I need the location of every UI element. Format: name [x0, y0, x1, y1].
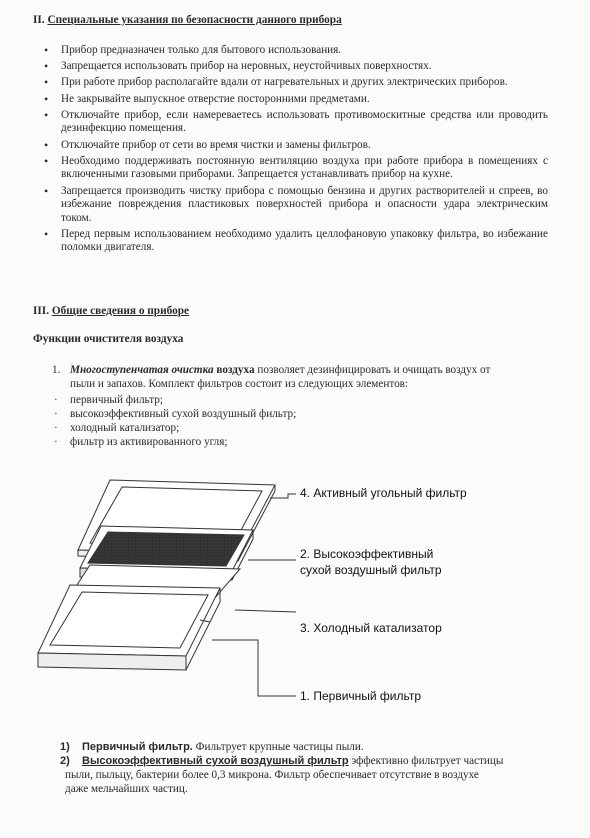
list-item: 1) Первичный фильтр. Фильтрует крупные частицы пыли.	[60, 741, 364, 753]
functions-subtitle: Функции очистителя воздуха	[33, 333, 184, 345]
list-item: • Не закрывайте выпускное отверстие посторонними предметами.	[0, 93, 590, 107]
primary-filter-label: 1. Первичный фильтр	[300, 689, 421, 703]
list-item: • Необходимо поддерживать постоянную вентиляцию воздуха при работе прибора в помещениях с включенными газовыми приборами. Запрещается устанавливать прибор на кухне.	[0, 155, 590, 182]
hepa-filter-label-line1: 2. Высокоэффективный	[300, 547, 434, 561]
filter-stack-diagram	[0, 460, 590, 710]
hepa-filter-label-line2: сухой воздушный фильтр	[300, 563, 442, 577]
list-item: • Отключайте прибор от сети во время чистки и замены фильтров.	[0, 139, 590, 153]
catalyst-label: 3. Холодный катализатор	[300, 621, 442, 635]
filter-components-list	[0, 393, 296, 449]
section-3-heading	[33, 305, 189, 317]
list-item: • Перед первым использованием необходимо удалить целлофановую упаковку фильтра, во избежание поломки двигателя.	[0, 228, 590, 255]
section-title-text: Общие сведения о приборе	[51, 305, 190, 317]
list-item: • Прибор предназначен только для бытового использования.	[0, 44, 590, 58]
function-1-paragraph: 1. Многоступенчатая очистка воздуха позволяет дезинфицировать и очищать воздух от пыли и запахов. Комплект фильтров состоит из следующих элементов:	[52, 364, 491, 390]
list-item: • Запрещается использовать прибор на неровных, неустойчивых поверхностях.	[0, 60, 590, 74]
primary-filter-shape	[38, 585, 220, 670]
list-item: • Запрещается производить чистку прибора с помощью бензина и других растворителей и спреев, во избежание повреждения пластиковых поверхностей прибора и опасности удара электрическим током.	[0, 185, 590, 226]
filter-descriptions-list	[0, 740, 590, 796]
section-title-text: Специальные указания по безопасности данного прибора	[47, 14, 342, 26]
list-item: · холодный катализатор;	[0, 421, 296, 435]
section-number: III.	[33, 305, 50, 317]
list-item: • При работе прибор располагайте вдали от нагревательных и других электрических приборов.	[0, 76, 590, 90]
section-2-heading	[33, 14, 342, 26]
list-item: 2) Высокоэффективный сухой воздушный фильтр эффективно фильтрует частицы пыли, пыльцу, бактерии более 0,3 микрона. Фильтр обеспечивает отсутствие в воздухе даже мельчайших частиц.	[60, 755, 504, 795]
list-item: · высокоэффективный сухой воздушный фильтр;	[0, 407, 296, 421]
list-item: • Отключайте прибор, если намереваетесь использовать противомоскитные средства или проводить дезинфекцию помещения.	[0, 109, 590, 136]
safety-instructions-list	[0, 44, 590, 258]
carbon-filter-label: 4. Активный угольный фильтр	[300, 486, 467, 500]
section-number: II.	[33, 14, 45, 26]
list-item: · фильтр из активированного угля;	[0, 435, 296, 449]
list-item: · первичный фильтр;	[0, 393, 296, 407]
